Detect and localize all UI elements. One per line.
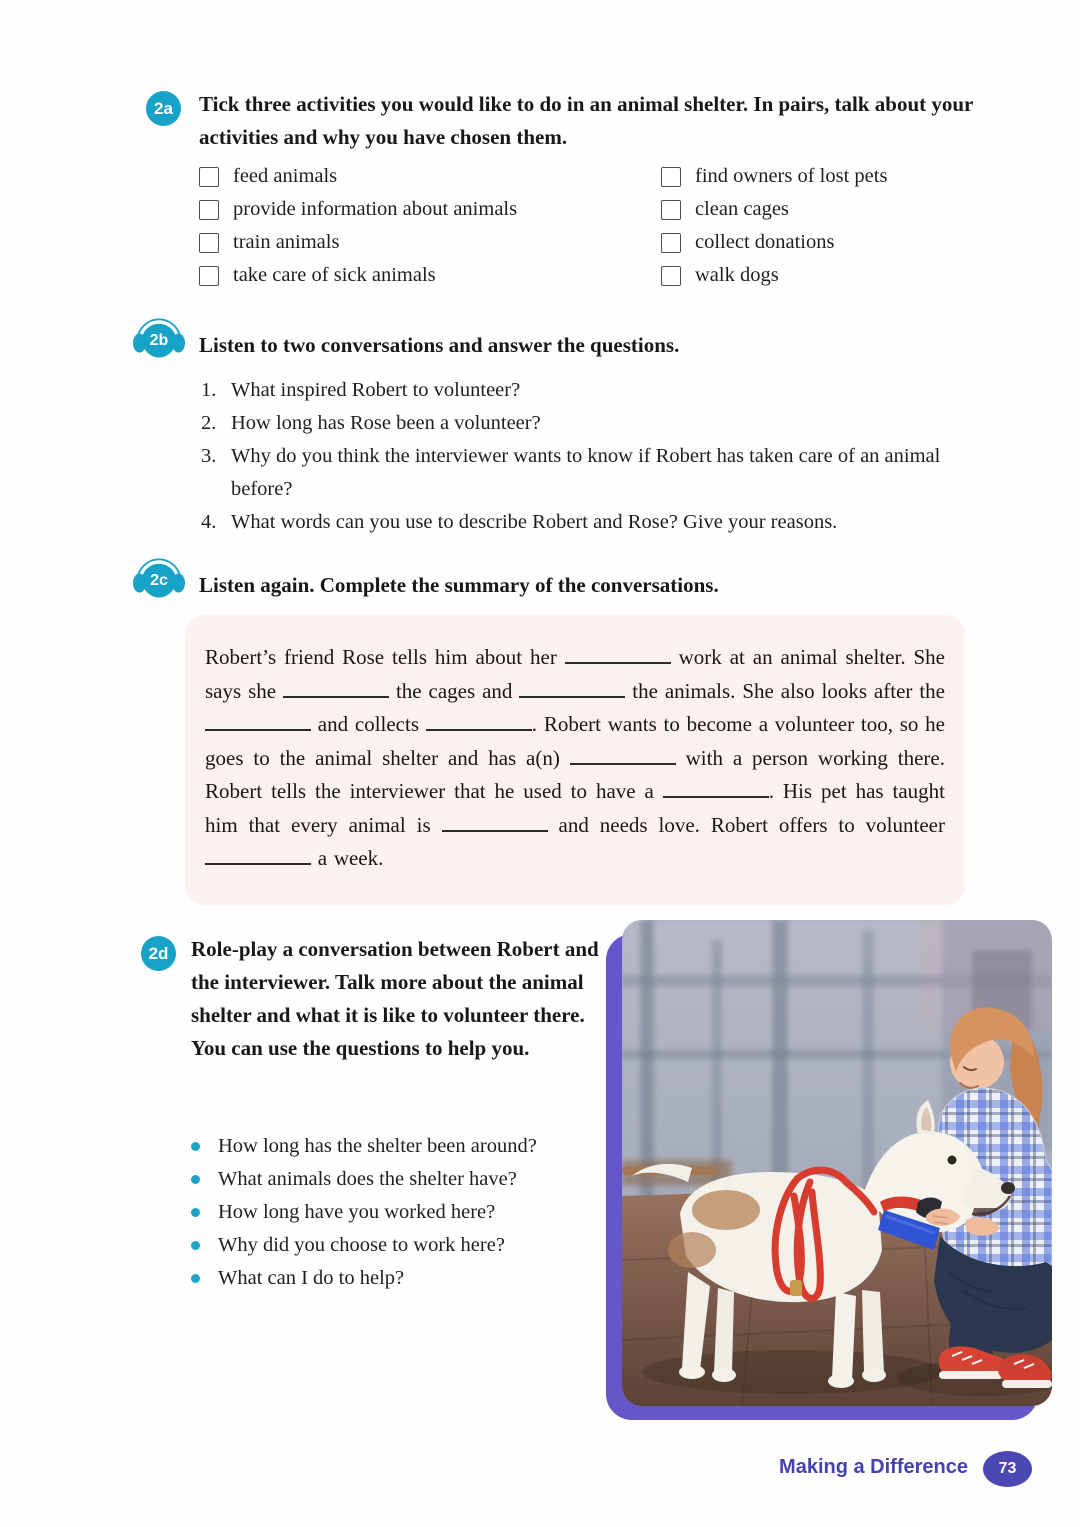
bullet-icon — [191, 1142, 200, 1151]
activity-badge-2d: 2d — [141, 936, 176, 971]
bullet-icon — [191, 1274, 200, 1283]
bullet-icon — [191, 1208, 200, 1217]
section-2b-heading: Listen to two conversations and answer the questions. — [199, 333, 680, 357]
checkbox-label: collect donations — [695, 231, 835, 253]
fill-in-blank — [663, 778, 769, 798]
question-text: What inspired Robert to volunteer? — [231, 379, 521, 401]
checkbox-option — [199, 160, 517, 193]
checkbox[interactable] — [661, 200, 681, 220]
page-number-badge: 73 — [983, 1451, 1032, 1487]
checkbox[interactable] — [661, 266, 681, 286]
activity-badge-2a: 2a — [146, 91, 181, 126]
summary-text: Robert’s friend Rose tells him about her work at an animal shelter. She says she the cages and the animals. She also looks after the and collects . Robert wants to become a volunteer too, so he goes to the animal shelter and has a(n) with a person working there. Robert tells the interviewer that he used to have a . His pet has taught him that every animal is and needs love. Robert offers to volunteer a week. — [205, 645, 946, 870]
checkbox-label: walk dogs — [695, 264, 779, 286]
checkbox-option — [661, 259, 887, 292]
bullet-question — [191, 1163, 625, 1196]
checkbox-label: find owners of lost pets — [695, 165, 888, 187]
question-item — [201, 506, 973, 539]
bullet-question — [191, 1130, 625, 1163]
bullet-icon — [191, 1241, 200, 1250]
question-number: 4. — [201, 511, 217, 533]
checkbox-label: feed animals — [233, 165, 338, 187]
fill-in-blank — [426, 711, 532, 731]
checkbox-option — [661, 226, 887, 259]
checkbox[interactable] — [199, 233, 219, 253]
question-list — [201, 374, 973, 539]
shelter-photo-block — [606, 920, 1052, 1422]
shelter-scene-illustration — [622, 920, 1052, 1406]
bullet-text: How long have you worked here? — [218, 1201, 496, 1223]
badge-label: 2b — [149, 332, 169, 349]
unit-title: Making a Difference — [779, 1456, 968, 1478]
question-number: 2. — [201, 412, 217, 434]
bullet-icon — [191, 1175, 200, 1184]
question-number: 1. — [201, 379, 217, 401]
question-text: Why do you think the interviewer wants to know if Robert has taken care of an animal before? — [231, 445, 941, 500]
checkbox[interactable] — [661, 167, 681, 187]
fill-in-blank — [565, 644, 671, 664]
section-2c-heading: Listen again. Complete the summary of the conversations. — [199, 573, 719, 597]
checkbox-column-right — [661, 160, 887, 292]
checkbox-option — [199, 259, 517, 292]
fill-in-blank — [205, 711, 311, 731]
question-item — [201, 407, 973, 440]
checkbox-option — [661, 193, 887, 226]
question-item — [201, 374, 973, 407]
fill-in-blank — [205, 845, 311, 865]
bullet-text: How long has the shelter been around? — [218, 1135, 537, 1157]
fill-in-blank — [519, 678, 625, 698]
question-item — [201, 440, 973, 506]
bullet-text: Why did you choose to work here? — [218, 1234, 505, 1256]
question-number: 3. — [201, 445, 217, 467]
checkbox-label: take care of sick animals — [233, 264, 436, 286]
activity-badge-2b-listening — [132, 314, 186, 360]
checkbox-column-left — [199, 160, 517, 292]
shelter-volunteer-dog-photo — [622, 920, 1052, 1406]
bullet-question-list — [191, 1130, 625, 1295]
question-text: What words can you use to describe Robert and Rose? Give your reasons. — [231, 511, 838, 533]
bullet-question — [191, 1196, 625, 1229]
checkbox[interactable] — [199, 266, 219, 286]
bullet-text: What animals does the shelter have? — [218, 1168, 517, 1190]
badge-label: 2c — [150, 572, 168, 589]
checkbox-label: provide information about animals — [233, 198, 518, 220]
checkbox[interactable] — [199, 167, 219, 187]
fill-in-blank — [570, 745, 676, 765]
checkbox-label: train animals — [233, 231, 340, 253]
checkbox[interactable] — [199, 200, 219, 220]
checkbox-option — [199, 226, 517, 259]
checkbox-option — [661, 160, 887, 193]
section-2d-heading: Role-play a conversation between Robert and the interviewer. Talk more about the animal shelter and what it is like to volunteer there. You can use the questions to help you. — [191, 937, 599, 1060]
activity-badge-2c-listening — [132, 554, 186, 600]
checkbox-label: clean cages — [695, 198, 789, 220]
summary-box — [185, 615, 965, 905]
fill-in-blank — [283, 678, 389, 698]
fill-in-blank — [442, 812, 548, 832]
checkbox[interactable] — [661, 233, 681, 253]
bullet-question — [191, 1262, 625, 1295]
bullet-text: What can I do to help? — [218, 1267, 405, 1289]
section-2a-heading: Tick three activities you would like to do in an animal shelter. In pairs, talk about your activities and why you have chosen them. — [199, 92, 973, 149]
question-text: How long has Rose been a volunteer? — [231, 412, 541, 434]
bullet-question — [191, 1229, 625, 1262]
checkbox-option — [199, 193, 517, 226]
